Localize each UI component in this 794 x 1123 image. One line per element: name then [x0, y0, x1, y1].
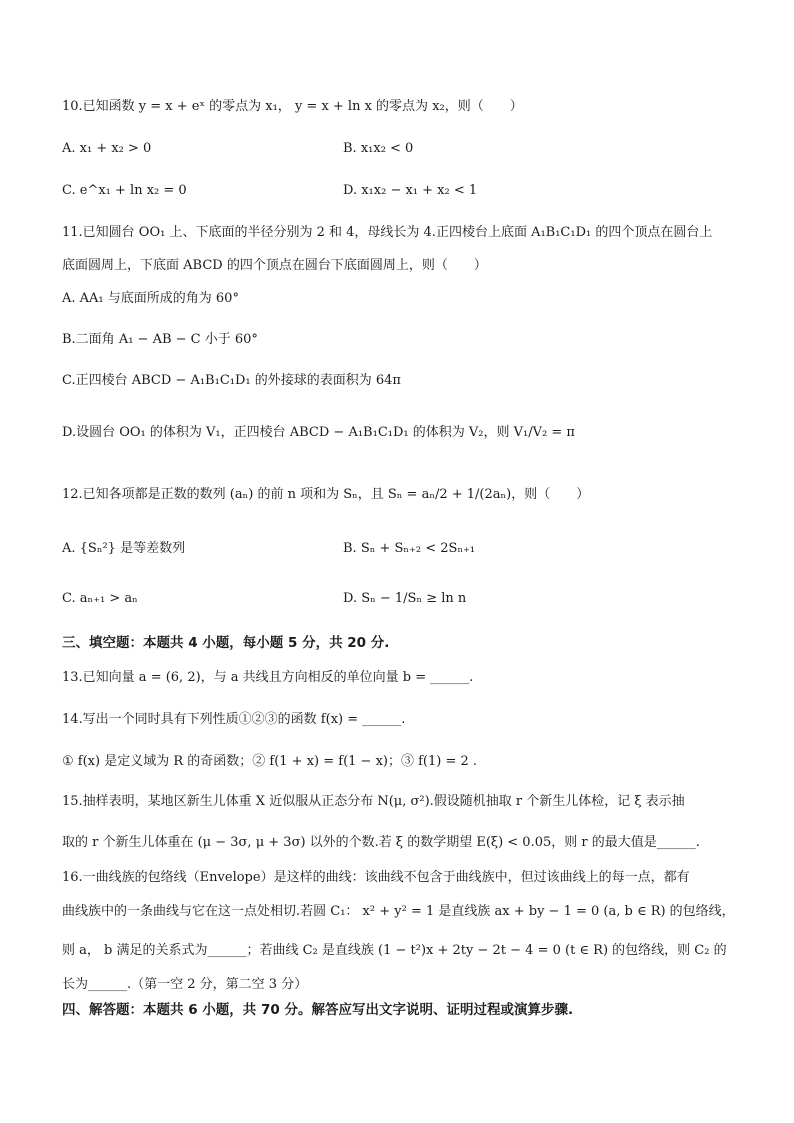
- q12-option-d: D. Sₙ − 1/Sₙ ≥ ln n: [343, 591, 467, 606]
- q11-option-b: B.二面角 A₁ − AB − C 小于 60°: [62, 332, 258, 347]
- q11-option-c: C.正四棱台 ABCD − A₁B₁C₁D₁ 的外接球的表面积为 64π: [62, 373, 401, 388]
- q16-line4: 长为______.（第一空 2 分，第二空 3 分）: [62, 977, 308, 992]
- q15-line2: 取的 r 个新生儿体重在 (μ − 3σ, μ + 3σ) 以外的个数.若 ξ 的数学期望 E(ξ) < 0.05，则 r 的最大值是______.: [62, 835, 700, 850]
- section3-title: 三、填空题：本题共 4 小题，每小题 5 分，共 20 分.: [62, 635, 390, 651]
- q16-line2: 曲线族中的一条曲线与它在这一点处相切.若圆 C₁： x² + y² = 1 是直线族 ax + by − 1 = 0 (a, b ∈ R) 的包络线，: [62, 904, 735, 919]
- q12-stem: 12.已知各项都是正数的数列 (aₙ) 的前 n 项和为 Sₙ，且 Sₙ = aₙ/2 + 1/(2aₙ)，则（ ）: [62, 487, 590, 502]
- section4-title: 四、解答题：本题共 6 小题，共 70 分。解答应写出文字说明、证明过程或演算步骤.: [62, 1002, 574, 1018]
- q10-option-d: D. x₁x₂ − x₁ + x₂ < 1: [343, 183, 478, 198]
- q12-option-c: C. aₙ₊₁ > aₙ: [62, 591, 138, 606]
- q10-option-b: B. x₁x₂ < 0: [343, 141, 414, 156]
- q10-stem: 10.已知函数 y = x + eˣ 的零点为 x₁， y = x + ln x 的零点为 x₂，则（ ）: [62, 99, 523, 114]
- q11-stem-line2: 底面圆周上，下底面 ABCD 的四个顶点在圆台下底面圆周上，则（ ）: [62, 258, 487, 273]
- q14-line1: 14.写出一个同时具有下列性质①②③的函数 f(x) = ______.: [62, 712, 406, 727]
- q10-option-c: C. e^x₁ + ln x₂ = 0: [62, 183, 187, 198]
- q16-line3: 则 a， b 满足的关系式为______；若曲线 C₂ 是直线族 (1 − t²)x + 2ty − 2t − 4 = 0 (t ∈ R) 的包络线，则 C₂ 的: [62, 943, 727, 958]
- q11-option-a: A. AA₁ 与底面所成的角为 60°: [62, 291, 239, 306]
- q12-option-b: B. Sₙ + Sₙ₊₂ < 2Sₙ₊₁: [343, 541, 476, 556]
- q16-line1: 16.一曲线族的包络线（Envelope）是这样的曲线：该曲线不包含于曲线族中，但过该曲线上的每一点，都有: [62, 870, 690, 885]
- q10-option-a: A. x₁ + x₂ > 0: [62, 141, 152, 156]
- q14-line2: ① f(x) 是定义域为 R 的奇函数；② f(1 + x) = f(1 − x)；③ f(1) = 2 .: [62, 754, 478, 769]
- q11-option-d: D.设圆台 OO₁ 的体积为 V₁，正四棱台 ABCD − A₁B₁C₁D₁ 的体积为 V₂，则 V₁/V₂ = π: [62, 425, 575, 440]
- q15-line1: 15.抽样表明，某地区新生儿体重 X 近似服从正态分布 N(μ, σ²).假设随机抽取 r 个新生儿体检，记 ξ 表示抽: [62, 794, 685, 809]
- q12-option-a: A. {Sₙ²} 是等差数列: [62, 541, 186, 556]
- q13-text: 13.已知向量 a = (6, 2)，与 a 共线且方向相反的单位向量 b = ______.: [62, 670, 474, 685]
- q11-stem-line1: 11.已知圆台 OO₁ 上、下底面的半径分别为 2 和 4，母线长为 4.正四棱台上底面 A₁B₁C₁D₁ 的四个顶点在圆台上: [62, 225, 713, 240]
